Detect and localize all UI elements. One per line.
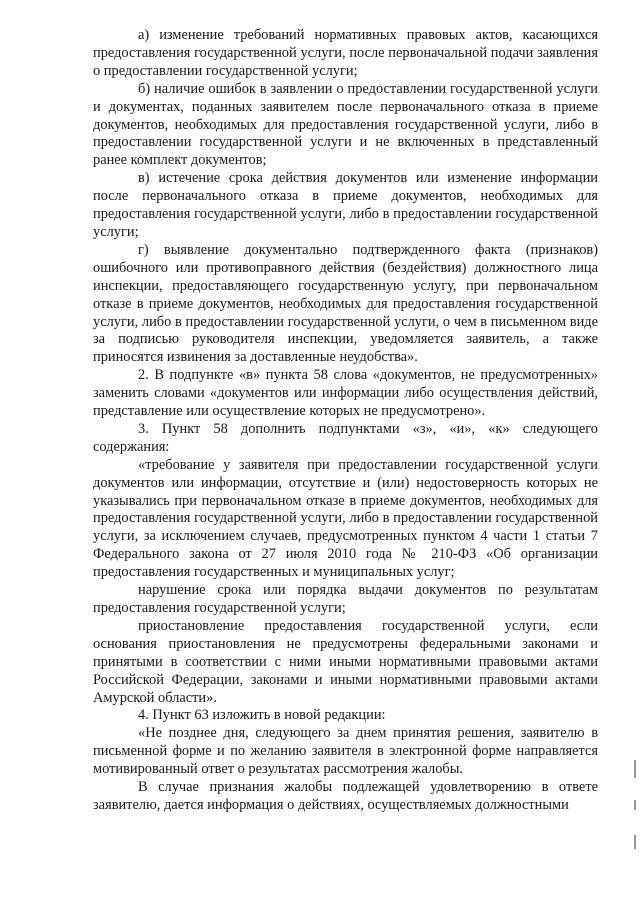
paragraph-item-g: г) выявление документально подтвержденного факта (признаков) ошибочного или противоправного действия (бездействия) должностного лица инспекции, предоставляющего государственную услугу, при первоначальном отказе в приеме документов, необходимых для предоставления государственной услуги, либо в предоставлении государственной услуги, о чем в письменном виде за подписью руководителя инспекции, уведомляется заявитель, а также приносятся извинения за доставленные неудобства». (93, 241, 598, 366)
scan-edge-mark (634, 760, 636, 778)
paragraph-item-a: а) изменение требований нормативных правовых актов, касающихся предоставления государственной услуги, после первоначальной подачи заявления о предоставлении государственной услуги; (93, 27, 598, 79)
paragraph-complaint-satisfied: В случае признания жалобы подлежащей удовлетворению в ответе заявителю, дается информация о действиях, осуществляемых должностными (93, 779, 598, 813)
paragraph-subitem-i: нарушение срока или порядка выдачи документов по результатам предоставления государственной услуги; (93, 582, 598, 616)
paragraph-subitem-k: приостановление предоставления государственной услуги, если основания приостановления не предусмотрены федеральными законами и принятыми в соответствии с ними иными нормативными правовыми актами Российской Федерации, законами и иными нормативными правовыми актами Амурской области». (93, 617, 598, 706)
paragraph-point-4: 4. Пункт 63 изложить в новой редакции: (138, 707, 386, 724)
paragraph-point-3: 3. Пункт 58 дополнить подпунктами «з», «и», «к» следующего содержания: (93, 420, 598, 455)
scan-edge-mark (634, 800, 636, 810)
paragraph-point-2: 2. В подпункте «в» пункта 58 слова «документов, не предусмотренных» заменить словами «документов или информации либо осуществления действий, представление или осуществление которых не предусмотрено». (93, 367, 598, 420)
paragraph-new-wording: «Не позднее дня, следующего за днем принятия решения, заявителю в письменной форме и по желанию заявителя в электронной форме направляется мотивированный ответ о результатах рассмотрения жалобы. (93, 725, 598, 778)
document-body (93, 27, 598, 815)
paragraph-subitem-z: «требование у заявителя при предоставлении государственной услуги документов или информации, отсутствие и (или) недостоверность которых не указывались при первоначальном отказе в приеме документов, необходимых для предоставления государственной услуги, либо в предоставлении государственной услуги, за исключением случаев, предусмотренных пунктом 4 части 1 статьи 7 Федерального закона от 27 июля 2010 года № 210-ФЗ «Об организации предоставления государственных и муниципальных услуг; (93, 456, 598, 581)
paragraph-item-b: б) наличие ошибок в заявлении о предоставлении государственной услуги и документах, поданных заявителем после первоначального отказа в приеме документов, необходимых для предоставления государственной услуги, либо в предоставлении государственной услуги и не включенных в представленный ранее комплект документов; (93, 80, 598, 169)
paragraph-item-v: в) истечение срока действия документов или изменение информации после первоначального отказа в приеме документов, необходимых для предоставления государственной услуги, либо в предоставлении государственной услуги; (93, 170, 598, 240)
scan-edge-mark (634, 835, 636, 849)
